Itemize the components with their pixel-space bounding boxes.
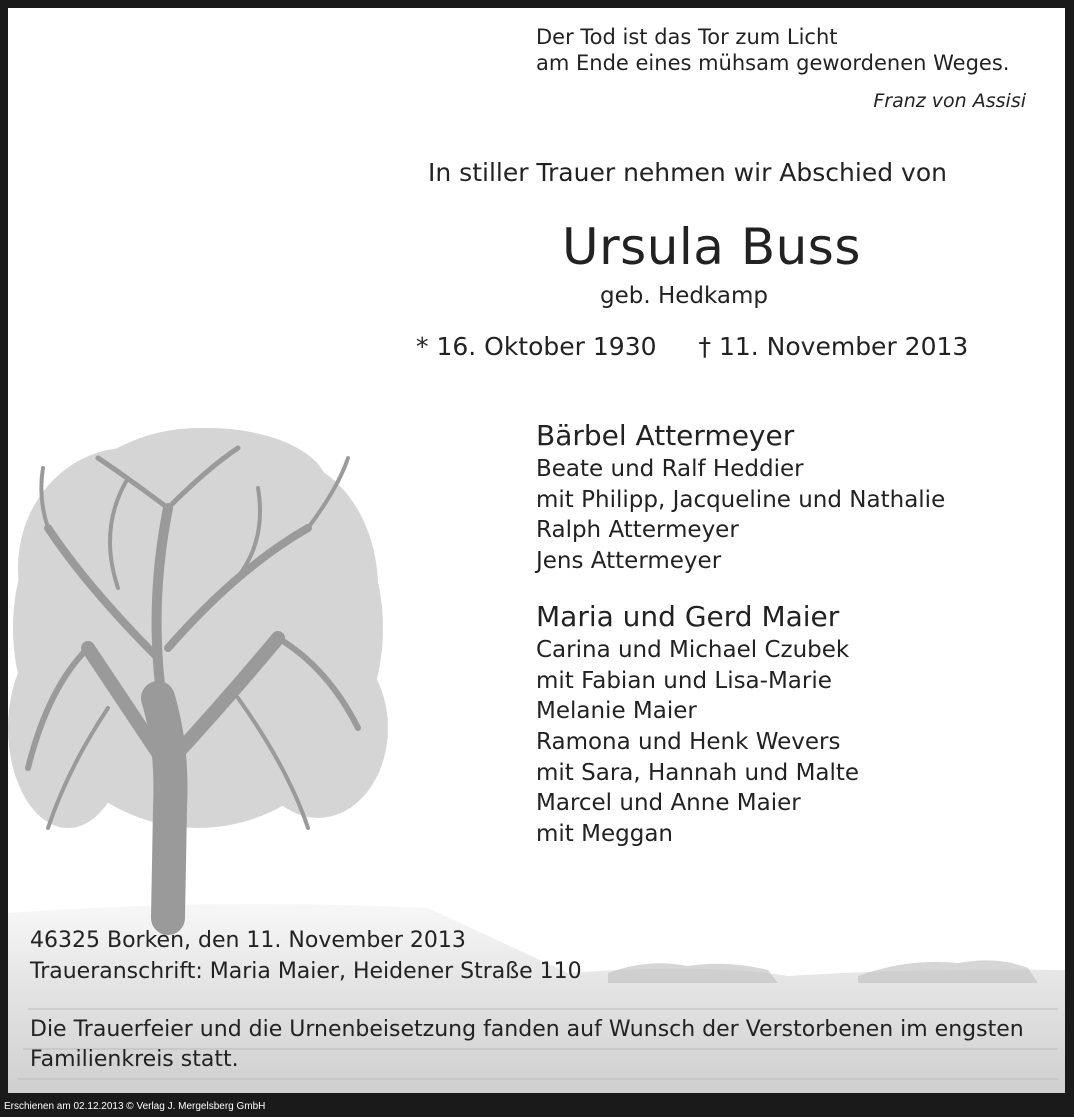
birth-name: geb. Hedkamp [600, 283, 769, 309]
place-date: 46325 Borken, den 11. November 2013 [30, 928, 466, 953]
mourner-line: mit Meggan [536, 821, 673, 848]
mourner-line: Ramona und Henk Wevers [536, 728, 841, 755]
mourner-line: Carina und Michael Czubek [536, 636, 850, 663]
mourner-line: mit Fabian und Lisa-Marie [536, 667, 832, 694]
mourner-line: mit Sara, Hannah und Malte [536, 759, 860, 786]
intro-text: In stiller Trauer nehmen wir Abschied von [428, 158, 947, 187]
mourning-address: Traueranschrift: Maria Maier, Heidener Straße 110 [30, 959, 582, 984]
life-dates [416, 332, 968, 361]
mourner-line: Beate und Ralf Heddier [536, 456, 804, 482]
deceased-name: Ursula Buss [562, 218, 861, 276]
mourners-list [536, 418, 945, 850]
publication-footer: Erschienen am 02.12.2013 © Verlag J. Mergelsberg GmbH [4, 1101, 266, 1112]
death-date: † 11. November 2013 [698, 332, 969, 361]
mourner-line: Marcel und Anne Maier [536, 790, 801, 817]
mourner-line: Melanie Maier [536, 698, 697, 725]
mourner-group-head: Maria und Gerd Maier [536, 599, 840, 633]
quote-author: Franz von Assisi [873, 90, 1026, 112]
place-and-address [30, 925, 582, 987]
mourner-line: Jens Attermeyer [536, 548, 722, 575]
birth-date: * 16. Oktober 1930 [416, 332, 657, 361]
mourner-line: mit Philipp, Jacqueline und Nathalie [536, 486, 946, 513]
ceremony-note: Die Trauerfeier und die Urnenbeisetzung fanden auf Wunsch der Verstorbenen im engsten Familienkreis statt. [30, 1017, 1024, 1072]
quote-line-2: am Ende eines mühsam gewordenen Weges. [536, 51, 1010, 75]
mourner-line: Ralph Attermeyer [536, 517, 739, 544]
quote-line-1: Der Tod ist das Tor zum Licht [536, 25, 838, 49]
mourner-group-head: Bärbel Attermeyer [536, 419, 795, 452]
